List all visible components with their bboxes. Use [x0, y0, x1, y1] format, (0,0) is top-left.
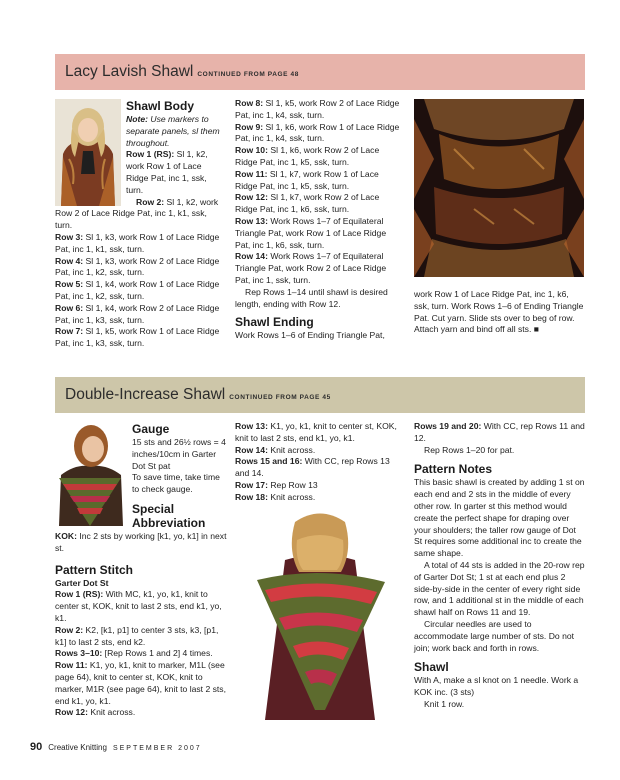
row-4: Row 4: Sl 1, k3, work Row 2 of Lace Ridge Pat, inc 1, k2, ssk, turn.: [55, 255, 220, 278]
heading-gauge: Gauge: [132, 422, 170, 436]
row-2: Row 2: Sl 1, k2, work Row 2 of Lace Ridge Pat, inc 1, k1, ssk, turn.: [55, 196, 219, 231]
double-column-2: [235, 421, 405, 504]
section-header-lacy: [55, 54, 585, 90]
row-6: Row 6: Sl 1, k4, work Row 2 of Lace Ridge Pat, inc 1, k3, ssk, turn.: [55, 302, 220, 325]
repeat-note: Rep Rows 1–14 until shawl is desired length, ending with Row 12.: [235, 286, 388, 309]
heading-shawl-body: Shawl Body: [126, 99, 195, 113]
issue-date: SEPTEMBER 2007: [112, 745, 202, 752]
row-13: Row 13: Work Rows 1–7 of Equilateral Triangle Pat, work Row 1 of Lace Ridge Pat, inc 1, k6, ssk, turn.: [235, 215, 387, 250]
row-2: Row 2: K2, [k1, p1] to center 3 sts, k3, [p1, k1] to last 2 sts, end k2.: [55, 624, 219, 647]
continued-note: CONTINUED FROM PAGE 48: [197, 71, 299, 78]
row-5: Row 5: Sl 1, k4, work Row 1 of Lace Ridge Pat, inc 1, k2, ssk, turn.: [55, 279, 220, 301]
kok-definition: KOK: Inc 2 sts by working [k1, yo, k1] in next st.: [55, 530, 227, 553]
row-17: Row 17: Rep Row 13: [235, 479, 318, 490]
continued-note: CONTINUED FROM PAGE 45: [229, 394, 331, 401]
row-11: Row 11: Sl 1, k7, work Row 1 of Lace Ridge Pat, inc 1, k5, ssk, turn.: [235, 168, 379, 191]
lacy-column-1: Shawl Body Note: Use markers to separate panels, sl them throughout. Row 1 (RS): Sl 1, k2, work Row 1 of Lace Ridge Pat, inc 1, ssk, turn. Row 2: Sl 1, k2, work Row 2 of Lace Ridge Pat, inc 1, k1, ssk, turn. Row 3: Sl 1, k3, work Row 1 of Lace Ridge Pat, inc 1, k1, ssk, turn. Row 4: Sl 1, k3, work Row 2 of Lace Ridge Pat, inc 1, k2, ssk, turn. Row 5: Sl 1, k4, work Row 1 of Lace Ridge Pat, inc 1, k2, ssk, turn. Row 6: Sl 1, k4, work Row 2 of Lace Ridge Pat, inc 1, k3, ssk, turn. Row 7: Sl 1, k5, work Row 1 of Lace Ridge Pat, inc 1, k3, ssk, turn.: [55, 97, 225, 350]
row-14: Row 14: Knit across.: [235, 444, 316, 455]
gauge-text: 15 sts and 26½ rows = 4 inches/10cm in Garter Dot St pat: [132, 437, 226, 471]
notes-paragraph-2: A total of 44 sts is added in the 20-row rep of Garter Dot St; 1 st at each end plus 2 side-by-side in the center of every right side row, and 1 additional st in the middle of each shawl half on Rows 11 and 19.: [414, 559, 585, 618]
lacy-column-2: [235, 98, 403, 342]
heading-special-abbreviation: Special Abbreviation: [132, 501, 206, 530]
heading-pattern-stitch: Pattern Stitch: [55, 562, 134, 577]
page-footer: [30, 741, 202, 753]
repeat-note: Rep Rows 1–20 for pat.: [424, 444, 515, 455]
heading-shawl-ending: Shawl Ending: [235, 315, 314, 330]
row-13: Row 13: K1, yo, k1, knit to center st, KOK, knit to last 2 sts, end k1, yo, k1.: [235, 421, 397, 443]
heading-shawl: Shawl: [414, 660, 449, 675]
section-title: Double-Increase Shawl: [65, 386, 226, 403]
row-3: Row 3: Sl 1, k3, work Row 1 of Lace Ridge Pat, inc 1, k1, ssk, turn.: [55, 231, 220, 254]
shawl-text-1: With A, make a sl knot on 1 needle. Work a KOK inc. (3 sts): [414, 675, 579, 698]
page-number: 90: [30, 741, 43, 753]
row-12: Row 12: Sl 1, k7, work Row 2 of Lace Ridge Pat, inc 1, k6, ssk, turn.: [235, 192, 380, 215]
double-column-3: [414, 421, 586, 711]
row-12: Row 12: Knit across.: [55, 707, 136, 718]
section-header-double: [55, 377, 585, 413]
garter-dot-st: Garter Dot St: [55, 577, 109, 588]
ending-text: Work Rows 1–6 of Ending Triangle Pat,: [235, 330, 385, 341]
row-14: Row 14: Work Rows 1–7 of Equilateral Triangle Pat, work Row 2 of Lace Ridge Pat, inc 1, ssk, turn.: [235, 251, 387, 285]
row-7: Row 7: Sl 1, k5, work Row 1 of Lace Ridge Pat, inc 1, k3, ssk, turn.: [55, 326, 220, 349]
rows-19-20: Rows 19 and 20: With CC, rep Rows 11 and 12.: [414, 421, 585, 443]
model-photo-double-back: [245, 510, 395, 720]
row-9: Row 9: Sl 1, k6, work Row 1 of Lace Ridge Pat, inc 1, k4, ssk, turn.: [235, 121, 400, 144]
row-11: Row 11: K1, yo, k1, knit to marker, M1L (see page 64), knit to center st, KOK, knit to marker, M1R (see page 64), knit to last 2 sts, end k1, yo, k1.: [55, 660, 226, 706]
double-column-1: [55, 420, 227, 719]
rows-15-16: Rows 15 and 16: With CC, rep Rows 13 and 14.: [235, 456, 390, 479]
notes-paragraph-1: This basic shawl is created by adding 1 st on each end and 2 sts in the middle of every other row. In garter st this method would create the perfect shape for draping over your shoulders; the taller row gauge of Dot St requires some additional inc to create the same shape.: [414, 477, 585, 559]
heading-pattern-notes: Pattern Notes: [414, 462, 493, 477]
row-8: Row 8: Sl 1, k5, work Row 2 of Lace Ridge Pat, inc 1, k4, ssk, turn.: [235, 98, 400, 120]
section-title: Lacy Lavish Shawl: [65, 63, 194, 80]
magazine-name: Creative Knitting: [48, 743, 107, 752]
shawl-text-2: Knit 1 row.: [424, 698, 465, 709]
row-18: Row 18: Knit across.: [235, 491, 316, 502]
row-10: Row 10: Sl 1, k6, work Row 2 of Lace Ridge Pat, inc 1, k5, ssk, turn.: [235, 145, 380, 167]
rows-3-10: Rows 3–10: [Rep Rows 1 and 2] 4 times.: [55, 648, 213, 659]
finish-text: work Row 1 of Lace Ridge Pat, inc 1, k6, ssk, turn. Work Rows 1–6 of Ending Triangle Pat. Cut yarn. Slide sts over to beg of row. Attach yarn and bind off all sts. ■: [414, 289, 584, 335]
swatch-photo: [414, 99, 584, 277]
gauge-check: To save time, take time to check gauge.: [132, 472, 220, 495]
notes-paragraph-3: Circular needles are used to accommodate large number of sts. Do not join; work back and forth in rows.: [414, 618, 575, 653]
row-1: Row 1 (RS): With MC, k1, yo, k1, knit to center st, KOK, knit to last 2 sts, end k1, yo, k1.: [55, 589, 222, 623]
lacy-column-3: [414, 289, 584, 336]
